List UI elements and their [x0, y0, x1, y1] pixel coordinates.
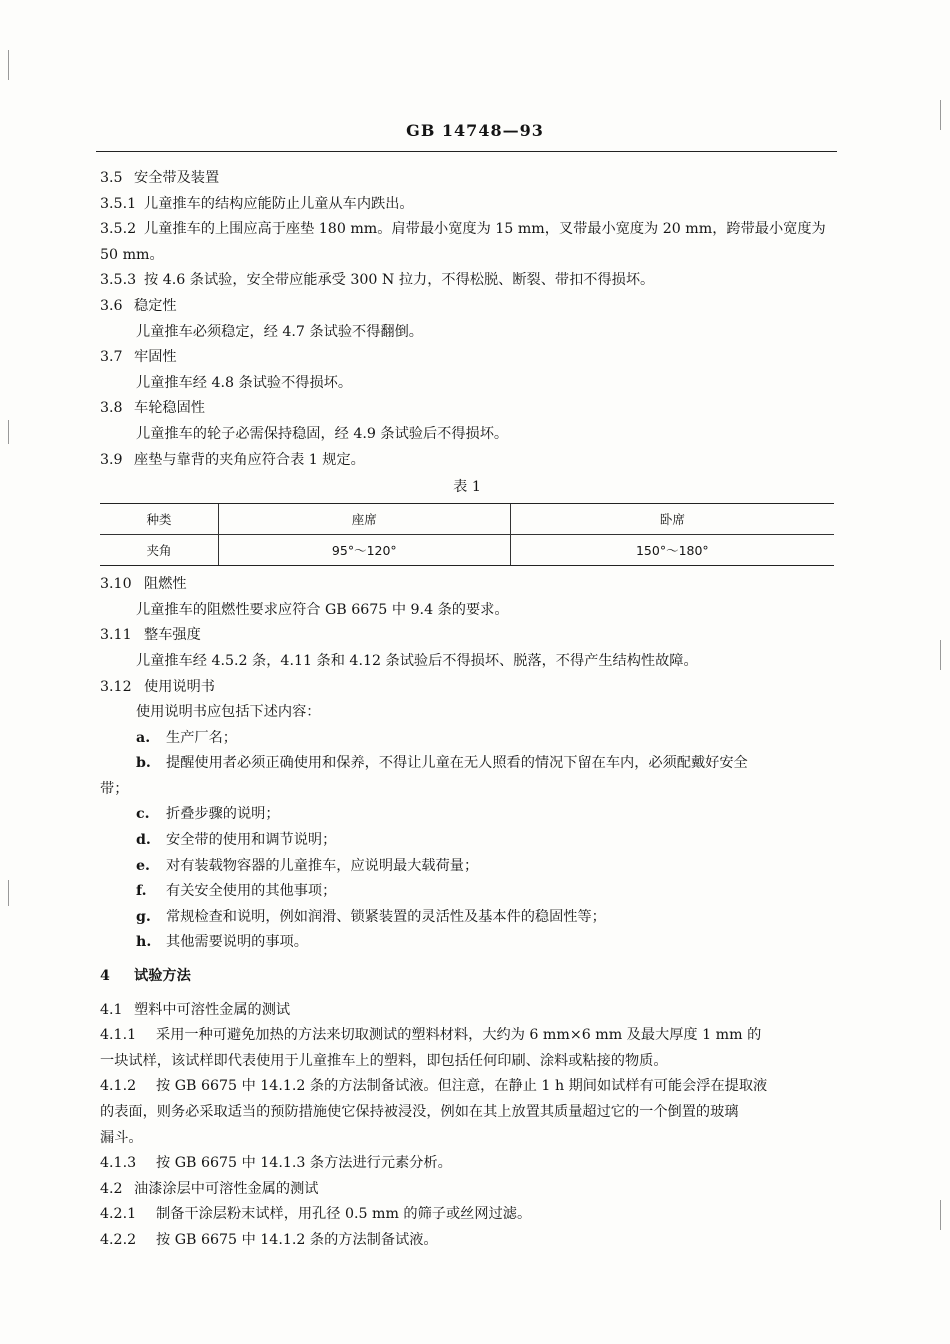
- section-number: 3.5.3: [100, 272, 137, 289]
- section-4-1-2: [100, 1074, 834, 1100]
- section-text: 车轮稳固性: [134, 400, 205, 417]
- section-paragraph: 儿童推车经 4.5.2 条，4.11 条和 4.12 条试验后不得损坏、脱落，不得产生结构性故障。: [136, 652, 698, 669]
- list-text: 生产厂名；: [166, 729, 237, 746]
- scan-edge-mark: [8, 420, 9, 444]
- section-number: 4.2.1: [100, 1206, 137, 1223]
- section-continuation: 的表面，则务必采取适当的预防措施使它保持被浸没，例如在其上放置其质量超过它的一个倒置的玻璃: [100, 1104, 739, 1120]
- section-3-5-1: [100, 192, 834, 218]
- section-text: 稳定性: [134, 297, 177, 314]
- section-number: 4.2: [100, 1180, 123, 1197]
- list-item: [100, 905, 834, 931]
- section-number: 3.5.1: [100, 195, 137, 212]
- section-number: 3.5.2: [100, 221, 137, 238]
- list-text: 对有装载物容器的儿童推车，应说明最大载荷量；: [166, 857, 479, 874]
- section-text: 儿童推车的结构应能防止儿童从车内跌出。: [144, 195, 414, 212]
- list-label: e.: [136, 857, 150, 874]
- standard-header: GB 14748—93: [406, 121, 544, 140]
- section-text: 儿童推车的上围应高于座垫 180 mm。肩带最小宽度为 15 mm，叉带最小宽度为 20 mm，跨带最小宽度为 50 mm。: [100, 221, 826, 263]
- section-text: 按 GB 6675 中 14.1.2 条的方法制备试液。但注意，在静止 1 h 期间如试样有可能会浮在提取液: [156, 1078, 768, 1095]
- section-number: 3.10: [100, 576, 132, 593]
- table-header-cell: 座席: [218, 504, 510, 535]
- section-number: 4.1.1: [100, 1027, 137, 1044]
- section-3-5-3: [100, 268, 834, 294]
- section-text: 制备干涂层粉末试样，用孔径 0.5 mm 的筛子或丝网过滤。: [156, 1206, 532, 1223]
- list-label: b.: [136, 755, 151, 772]
- section-4-1-1: [100, 1023, 834, 1049]
- chapter-number: 4: [100, 968, 110, 985]
- section-3-8: [100, 396, 834, 422]
- section-text: 按 4.6 条试验，安全带应能承受 300 N 拉力，不得松脱、断裂、带扣不得损坏。: [144, 272, 655, 289]
- spacer: [100, 956, 834, 964]
- section-number: 3.7: [100, 349, 123, 366]
- section-4-1: [100, 998, 834, 1024]
- section-continuation: 漏斗。: [100, 1129, 143, 1146]
- list-label: g.: [136, 908, 151, 925]
- list-item: [100, 879, 834, 905]
- table-header-cell: 种类: [100, 504, 218, 535]
- section-number: 3.6: [100, 297, 123, 314]
- section-text: 按 GB 6675 中 14.1.2 条的方法制备试液。: [156, 1231, 438, 1248]
- section-text: 按 GB 6675 中 14.1.3 条方法进行元素分析。: [156, 1155, 452, 1172]
- section-number: 4.2.2: [100, 1231, 137, 1248]
- section-3-5-2: [100, 217, 834, 268]
- section-paragraph: 儿童推车必须稳定，经 4.7 条试验不得翻倒。: [136, 323, 423, 340]
- table-cell: 150°～180°: [510, 535, 834, 566]
- scan-edge-mark: [8, 50, 9, 80]
- section-number: 3.8: [100, 400, 123, 417]
- list-label: d.: [136, 832, 151, 849]
- section-text: 牢固性: [134, 349, 177, 366]
- list-text: 常规检查和说明，例如润滑、锁紧装置的灵活性及基本件的稳固性等；: [166, 908, 606, 925]
- table-header-row: [100, 504, 834, 535]
- section-4-2-2: [100, 1228, 834, 1254]
- scan-edge-mark: [940, 1200, 941, 1230]
- list-label: a.: [136, 729, 151, 746]
- section-3-7: [100, 345, 834, 371]
- list-item: [100, 828, 834, 854]
- header-rule: [96, 151, 837, 152]
- list-label: f.: [136, 883, 147, 900]
- section-3-6: [100, 294, 834, 320]
- spacer: [100, 990, 834, 998]
- scan-edge-mark: [8, 880, 9, 906]
- section-text: 使用说明书: [144, 678, 215, 695]
- chapter-title: 试验方法: [134, 968, 191, 985]
- section-number: 3.11: [100, 627, 132, 644]
- section-text: 阻燃性: [144, 576, 187, 593]
- list-label: h.: [136, 934, 152, 951]
- section-paragraph: 儿童推车经 4.8 条试验不得损坏。: [136, 374, 353, 391]
- section-paragraph: 儿童推车的轮子必需保持稳固，经 4.9 条试验后不得损坏。: [136, 425, 509, 442]
- section-number: 3.12: [100, 678, 132, 695]
- section-3-5: [100, 166, 834, 192]
- table-header-cell: 卧席: [510, 504, 834, 535]
- table-cell: 95°～120°: [218, 535, 510, 566]
- section-number: 3.9: [100, 451, 123, 468]
- list-text: 其他需要说明的事项。: [166, 934, 308, 951]
- section-4-1-3: [100, 1151, 834, 1177]
- section-number: 4.1.2: [100, 1078, 137, 1095]
- list-item-continuation: 带；: [100, 780, 129, 797]
- list-text: 折叠步骤的说明；: [166, 806, 280, 823]
- section-text: 塑料中可溶性金属的测试: [134, 1001, 291, 1018]
- table-caption: 表 1: [453, 479, 481, 496]
- list-item: [100, 802, 834, 828]
- section-text: 安全带及装置: [134, 170, 220, 186]
- section-paragraph: 儿童推车的阻燃性要求应符合 GB 6675 中 9.4 条的要求。: [136, 601, 509, 618]
- section-number: 4.1: [100, 1001, 123, 1018]
- document-body: [100, 166, 834, 1254]
- section-text: 整车强度: [144, 627, 201, 644]
- angle-table: [100, 503, 834, 566]
- list-text: 提醒使用者必须正确使用和保养，不得让儿童在无人照看的情况下留在车内，必须配戴好安全: [166, 755, 748, 772]
- section-text: 座垫与靠背的夹角应符合表 1 规定。: [134, 451, 365, 468]
- list-item: [100, 930, 834, 956]
- section-3-11: [100, 623, 834, 649]
- section-3-10: [100, 572, 834, 598]
- section-3-9: [100, 448, 834, 474]
- list-label: c.: [136, 806, 150, 823]
- section-3-12: [100, 675, 834, 701]
- section-number: 4.1.3: [100, 1155, 137, 1172]
- list-item: [100, 726, 834, 752]
- section-4-2-1: [100, 1202, 834, 1228]
- table-cell: 夹角: [100, 535, 218, 566]
- list-text: 安全带的使用和调节说明；: [166, 832, 337, 849]
- section-continuation: 一块试样，该试样即代表使用于儿童推车上的塑料，即包括任何印刷、涂料或粘接的物质。: [100, 1052, 668, 1069]
- table-row: [100, 535, 834, 566]
- chapter-4-heading: [100, 964, 834, 990]
- section-text: 油漆涂层中可溶性金属的测试: [134, 1180, 319, 1197]
- scan-edge-mark: [940, 100, 941, 130]
- section-text: 采用一种可避免加热的方法来切取测试的塑料材料，大约为 6 mm×6 mm 及最大厚度 1 mm 的: [156, 1027, 762, 1044]
- section-4-2: [100, 1177, 834, 1203]
- list-item: [100, 854, 834, 880]
- section-paragraph: 使用说明书应包括下述内容：: [136, 704, 321, 721]
- list-text: 有关安全使用的其他事项；: [166, 883, 337, 900]
- list-item: [100, 751, 834, 777]
- section-number: 3.5: [100, 170, 123, 186]
- scan-edge-mark: [940, 640, 941, 670]
